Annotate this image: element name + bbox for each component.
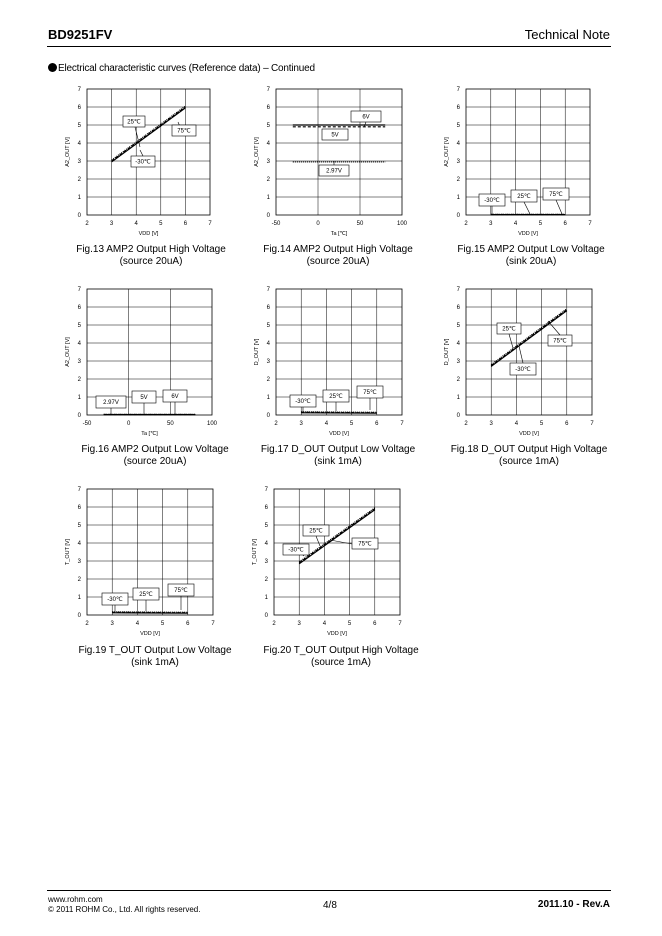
y-tick-label: 5 [77,123,81,129]
y-tick-label: 2 [77,177,81,183]
y-tick-label: 0 [77,413,81,419]
caption-title: Fig.14 AMP2 Output High Voltage [263,244,413,255]
x-tick-label: 6 [375,421,379,427]
y-tick-label: 7 [264,487,268,493]
caption-title: Fig.16 AMP2 Output Low Voltage [81,444,229,455]
legend-label: 25℃ [329,394,343,401]
x-tick-label: 4 [135,621,140,627]
x-tick-label: 2 [85,621,89,627]
x-tick-label: 6 [563,221,567,227]
legend-label: 25℃ [309,528,323,535]
legend-label: -30℃ [288,547,304,554]
legend-label: 5V [331,132,339,139]
y-tick-label: 3 [266,159,270,165]
x-tick-label: 5 [538,221,543,227]
y-tick-label: 1 [456,195,460,201]
y-tick-label: 5 [77,323,81,329]
y-tick-label: 3 [456,159,460,165]
caption-condition: (sink 1mA) [314,456,362,467]
y-tick-label: 6 [456,305,460,311]
caption-condition: (source 1mA) [310,657,371,668]
caption-title: Fig.15 AMP2 Output Low Voltage [457,244,605,255]
y-tick-label: 4 [77,341,81,347]
y-tick-label: 0 [456,213,460,219]
y-tick-label: 5 [456,323,460,329]
x-tick-label: 7 [208,221,212,227]
y-tick-label: 1 [456,395,460,401]
x-tick-label: 3 [299,421,303,427]
x-tick-label: 6 [373,621,377,627]
x-axis-label: VDD [V] [140,631,160,637]
x-tick-label: 50 [356,221,364,227]
x-tick-label: 7 [211,621,215,627]
y-tick-label: 4 [266,141,270,147]
y-tick-label: 6 [266,305,270,311]
caption-title: Fig.17 D_OUT Output Low Voltage [260,444,416,455]
y-tick-label: 7 [456,87,460,93]
legend-label: 75℃ [177,128,191,135]
legend-pointer [330,540,352,544]
footer-website[interactable]: www.rohm.com [48,895,103,904]
y-tick-label: 1 [77,595,81,601]
x-tick-label: 3 [109,221,114,227]
x-tick-label: 6 [565,421,569,427]
y-tick-label: 0 [77,213,81,219]
fig20-caption [251,645,431,669]
x-tick-label: 3 [297,621,301,627]
legend-label: 5V [140,395,148,402]
legend-label: -30℃ [484,198,500,205]
x-axis-label: VDD [V] [329,431,349,437]
legend-label: 6V [362,114,370,121]
footer-page-number: 4/8 [323,900,337,911]
legend-label: 75℃ [358,541,372,548]
y-tick-label: 5 [77,523,81,529]
legend-label: -30℃ [107,597,123,604]
y-tick-label: 6 [77,305,81,311]
x-tick-label: 6 [186,621,190,627]
legend-label: 75℃ [549,192,563,199]
y-tick-label: 3 [77,159,81,165]
y-tick-label: 4 [264,541,268,547]
y-tick-label: 6 [77,505,81,511]
y-tick-label: 3 [266,359,270,365]
y-axis-label: T_OUT [V] [65,538,71,566]
legend-label: 6V [171,394,179,401]
legend-label: -30℃ [515,367,531,374]
x-tick-label: 5 [160,621,165,627]
y-tick-label: 4 [77,541,81,547]
y-tick-label: 2 [456,377,460,383]
y-tick-label: 4 [266,341,270,347]
y-axis-label: A2_OUT [V] [65,137,71,167]
legend-label: -30℃ [295,399,311,406]
y-tick-label: 7 [77,487,81,493]
x-tick-label: 0 [316,221,320,227]
x-tick-label: 5 [539,421,544,427]
y-axis-label: A2_OUT [V] [444,137,450,167]
section-title-text: Electrical characteristic curves (Reference data) – Continued [58,63,315,74]
caption-condition: (sink 20uA) [505,256,557,267]
y-tick-label: 2 [266,377,270,383]
x-tick-label: 7 [398,621,402,627]
x-tick-label: 0 [126,421,131,427]
legend-label: 75℃ [174,588,188,595]
legend-label: 25℃ [139,592,153,599]
y-tick-label: 2 [264,577,268,583]
y-axis-label: T_OUT [V] [252,538,258,566]
x-axis-label: VDD [V] [519,431,539,437]
x-axis-label: VDD [V] [138,231,159,237]
x-tick-label: 7 [590,421,594,427]
y-tick-label: 7 [456,287,460,293]
y-tick-label: 2 [77,577,81,583]
y-tick-label: 0 [456,413,460,419]
y-tick-label: 2 [456,177,460,183]
y-tick-label: 1 [264,595,268,601]
header-doc-type: Technical Note [524,27,610,42]
caption-title: Fig.18 D_OUT Output High Voltage [450,444,608,455]
y-tick-label: 5 [456,123,460,129]
x-tick-label: 4 [513,221,518,227]
y-tick-label: 7 [77,87,81,93]
y-tick-label: 6 [456,105,460,111]
x-tick-label: 2 [274,421,278,427]
series-line--30℃ [299,510,375,564]
x-tick-label: 5 [349,421,354,427]
x-axis-label: VDD [V] [327,631,347,637]
caption-condition: (source 1mA) [498,456,559,467]
y-tick-label: 6 [264,505,268,511]
legend-label: 2.97V [103,400,119,407]
caption-title: Fig.19 T_OUT Output Low Voltage [78,645,232,656]
caption-condition: (source 20uA) [306,256,370,267]
x-tick-label: 4 [514,421,519,427]
x-tick-label: 3 [110,621,114,627]
caption-condition: (source 20uA) [119,256,183,267]
legend-label: -30℃ [135,159,151,166]
footer-copyright: © 2011 ROHM Co., Ltd. All rights reserved. [48,905,201,914]
x-tick-label: 3 [489,221,493,227]
x-tick-label: 7 [400,421,404,427]
legend-pointer [316,536,320,546]
header-part-number: BD9251FV [48,27,113,42]
footer-rule [47,890,611,891]
y-tick-label: 3 [456,359,460,365]
x-tick-label: 100 [396,221,408,227]
caption-condition: (source 20uA) [123,456,187,467]
x-tick-label: 100 [206,421,218,427]
y-tick-label: 3 [264,559,268,565]
y-tick-label: 5 [266,123,270,129]
y-tick-label: 1 [77,395,81,401]
caption-title: Fig.13 AMP2 Output High Voltage [76,244,226,255]
y-tick-label: 5 [266,323,270,329]
y-tick-label: 4 [77,141,81,147]
y-tick-label: 7 [266,287,270,293]
x-tick-label: 4 [322,621,327,627]
y-tick-label: 5 [264,523,268,529]
x-tick-label: -50 [271,221,281,227]
y-axis-label: D_OUT [V] [444,338,450,366]
x-axis-label: VDD [V] [518,231,538,237]
y-tick-label: 0 [264,613,268,619]
x-tick-label: 2 [464,421,468,427]
y-tick-label: 6 [77,105,81,111]
x-tick-label: 5 [159,221,163,227]
y-tick-label: 0 [266,213,270,219]
y-tick-label: 1 [77,195,81,201]
y-axis-label: A2_OUT [V] [254,137,260,167]
legend-label: 25℃ [127,119,141,126]
x-axis-label: Ta [℃] [141,431,158,437]
x-axis-label: Ta [℃] [330,231,348,237]
x-tick-label: 6 [183,221,188,227]
x-tick-label: 2 [85,221,89,227]
x-tick-label: 7 [588,221,592,227]
x-tick-label: 4 [324,421,329,427]
x-tick-label: 4 [134,221,138,227]
y-tick-label: 2 [77,377,81,383]
legend-label: 75℃ [363,390,377,397]
y-tick-label: 7 [77,287,81,293]
caption-condition: (sink 1mA) [131,657,179,668]
legend-label: 25℃ [502,326,516,333]
y-tick-label: 0 [77,613,81,619]
x-tick-label: 3 [489,421,493,427]
footer-revision: 2011.10 - Rev.A [537,899,610,910]
y-tick-label: 6 [266,105,270,111]
x-tick-label: 5 [347,621,352,627]
legend-label: 2.97V [326,168,342,175]
y-tick-label: 2 [266,177,270,183]
caption-title: Fig.20 T_OUT Output High Voltage [263,645,419,656]
y-tick-label: 3 [77,359,81,365]
x-tick-label: -50 [82,421,92,427]
x-tick-label: 2 [272,621,276,627]
y-tick-label: 1 [266,195,270,201]
legend-label: 75℃ [553,338,567,345]
y-tick-label: 4 [456,141,460,147]
y-axis-label: D_OUT [V] [254,338,260,366]
y-tick-label: 0 [266,413,270,419]
y-axis-label: A2_OUT [V] [65,337,71,367]
y-tick-label: 4 [456,341,460,347]
x-tick-label: 2 [464,221,468,227]
legend-label: 25℃ [517,194,531,201]
x-tick-label: 50 [166,421,174,427]
y-tick-label: 3 [77,559,81,565]
y-tick-label: 7 [266,87,270,93]
y-tick-label: 1 [266,395,270,401]
